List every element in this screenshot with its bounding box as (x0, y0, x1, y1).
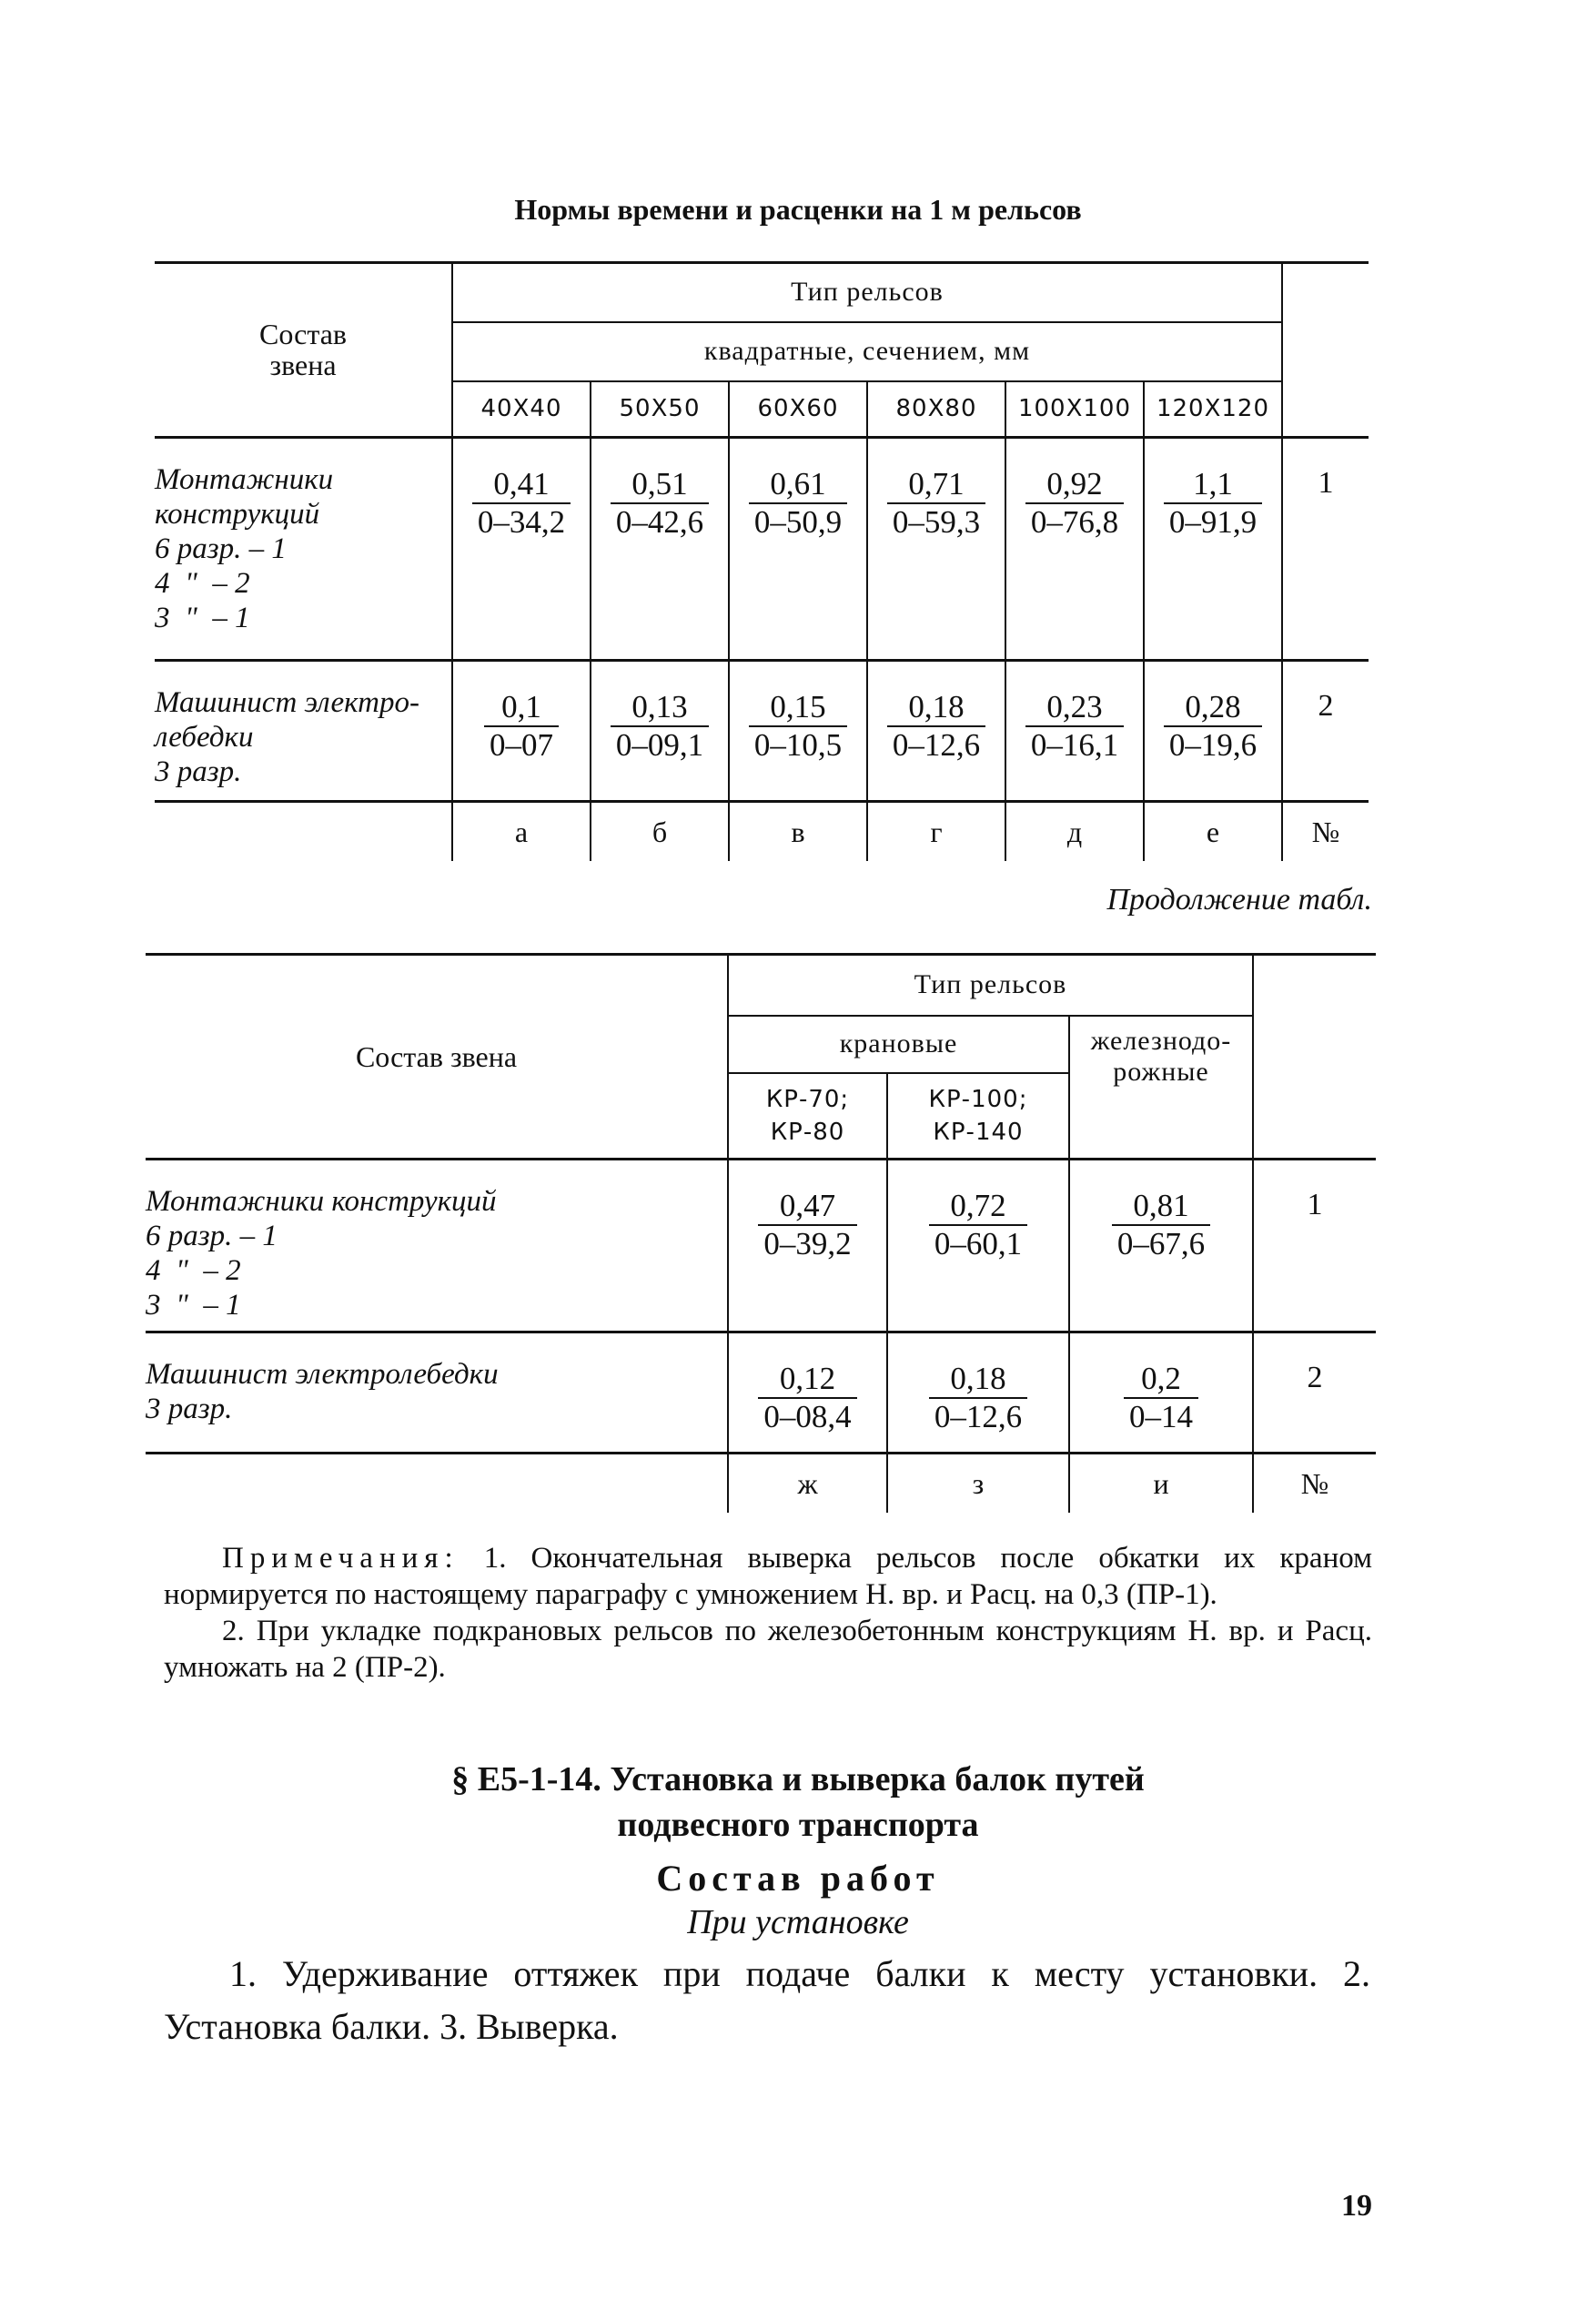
value-cell (728, 1160, 887, 1332)
rate: 0–59,3 (892, 504, 981, 540)
time-norm: 0,15 (749, 689, 847, 727)
rail-type-header: Тип рельсов (452, 263, 1282, 322)
time-norm: 1,1 (1164, 466, 1262, 504)
section-heading-line-1: § Е5-1-14. Установка и выверка балок путей (451, 1760, 1145, 1798)
column-header (887, 1073, 1069, 1160)
works-paragraph: 1. Удерживание оттяжек при подаче балки к месту установки. 2. Установка балки. 3. Выверка. (164, 1953, 1370, 2047)
rate: 0–08,4 (763, 1399, 852, 1434)
number-header (1282, 263, 1369, 438)
value-cell (728, 1332, 887, 1454)
composition-header-text: Состав звена (258, 317, 348, 381)
column-header: 40X40 (452, 381, 591, 438)
value-cell (452, 661, 591, 802)
time-norm: 0,71 (887, 466, 985, 504)
rate: 0–50,9 (753, 504, 843, 540)
works-title: Состав работ (656, 1858, 940, 1899)
time-norm: 0,23 (1025, 689, 1124, 727)
rate: 0–19,6 (1168, 727, 1258, 763)
notes-block (164, 1540, 1372, 1686)
column-header (728, 1073, 887, 1160)
works-subtitle: При установке (687, 1903, 909, 1941)
column-letter: и (1069, 1454, 1253, 1514)
note-2: 2. При укладке подкрановых рельсов по железобетонным конструкциям Н. вр. и Расц. умножать на 2 (ПР-2). (164, 1615, 1372, 1684)
letters-spacer (155, 802, 452, 862)
number-label: № (1282, 802, 1369, 862)
column-letter: ж (728, 1454, 887, 1514)
notes-label: Примечания: (222, 1542, 460, 1575)
column-header-line: КР-80 (770, 1118, 845, 1146)
row-name-line: 4 " – 2 (155, 567, 250, 600)
table-caption: Нормы времени и расценки на 1 м рельсов (514, 193, 1082, 226)
rate: 0–10,5 (753, 727, 843, 763)
rate: 0–12,6 (892, 727, 981, 763)
row-name-line: Машинист электролебедки (146, 1358, 499, 1391)
letters-spacer (146, 1454, 728, 1514)
time-norm: 0,41 (472, 466, 571, 504)
time-norm: 0,61 (749, 466, 847, 504)
column-header: 50X50 (591, 381, 729, 438)
time-norm: 0,28 (1164, 689, 1262, 727)
column-letter: а (452, 802, 591, 862)
row-name (155, 438, 452, 661)
value-cell (591, 661, 729, 802)
row-number: 2 (1282, 661, 1369, 802)
column-letter: г (867, 802, 1005, 862)
value-cell (1144, 438, 1282, 661)
row-number: 2 (1253, 1332, 1376, 1454)
column-header-line: КР-140 (933, 1118, 1024, 1146)
time-norm: 0,12 (758, 1361, 856, 1399)
time-norm: 0,18 (887, 689, 985, 727)
column-letter: в (729, 802, 867, 862)
value-cell (729, 438, 867, 661)
rate: 0–42,6 (615, 504, 704, 540)
subtype-header: квадратные, сечением, мм (452, 322, 1282, 381)
rate: 0–14 (1129, 1399, 1193, 1434)
rate: 0–07 (490, 727, 553, 763)
value-cell (887, 1332, 1069, 1454)
time-norm: 0,47 (758, 1188, 856, 1226)
rate: 0–34,2 (477, 504, 566, 540)
section-heading-line-2: подвесного транспорта (617, 1806, 979, 1844)
norms-table-1 (155, 261, 1369, 861)
column-letter: б (591, 802, 729, 862)
number-label: № (1253, 1454, 1376, 1514)
column-letter: д (1005, 802, 1144, 862)
row-name-line: конструкций (155, 498, 320, 531)
column-letter: з (887, 1454, 1069, 1514)
value-cell (1005, 661, 1144, 802)
norms-table-2 (146, 953, 1376, 1513)
column-letter: е (1144, 802, 1282, 862)
rail-type-header: Тип рельсов (728, 955, 1253, 1016)
rate: 0–76,8 (1030, 504, 1119, 540)
composition-header: Состав звена (146, 955, 728, 1160)
column-header: 100X100 (1005, 381, 1144, 438)
row-name-line: 6 разр. – 1 (146, 1220, 278, 1252)
rate: 0–91,9 (1168, 504, 1258, 540)
value-cell (591, 438, 729, 661)
row-name-line: Машинист электро- (155, 686, 419, 719)
continuation-label: Продолжение табл. (1106, 883, 1372, 917)
row-name-line: 3 разр. (155, 755, 242, 788)
row-name-line: 3 " – 1 (146, 1289, 241, 1322)
row-number: 1 (1282, 438, 1369, 661)
rate: 0–39,2 (763, 1226, 852, 1261)
column-header: 120X120 (1144, 381, 1282, 438)
row-name (146, 1332, 728, 1454)
value-cell (1069, 1332, 1253, 1454)
row-name-line: 6 разр. – 1 (155, 532, 287, 565)
value-cell (452, 438, 591, 661)
column-header-line: КР-70; (765, 1085, 850, 1113)
time-norm: 0,51 (611, 466, 709, 504)
time-norm: 0,1 (484, 689, 559, 727)
value-cell (867, 438, 1005, 661)
time-norm: 0,81 (1112, 1188, 1210, 1226)
rate: 0–16,1 (1030, 727, 1119, 763)
row-name-line: лебедки (155, 721, 254, 754)
column-header: 80X80 (867, 381, 1005, 438)
row-name-line: Монтажники (155, 463, 334, 496)
column-header-line: КР-100; (928, 1085, 1028, 1113)
time-norm: 0,2 (1124, 1361, 1198, 1399)
row-name-line: Монтажники конструкций (146, 1185, 497, 1218)
row-name (146, 1160, 728, 1332)
column-header: 60X60 (729, 381, 867, 438)
time-norm: 0,92 (1025, 466, 1124, 504)
row-name-line: 3 " – 1 (155, 602, 250, 634)
composition-header (155, 263, 452, 438)
note-1 (164, 1540, 1372, 1613)
value-cell (867, 661, 1005, 802)
section-heading (0, 1757, 1596, 1848)
value-cell (887, 1160, 1069, 1332)
value-cell (1005, 438, 1144, 661)
row-number: 1 (1253, 1160, 1376, 1332)
value-cell (1144, 661, 1282, 802)
rate: 0–60,1 (934, 1226, 1023, 1261)
value-cell (1069, 1160, 1253, 1332)
railway-header-text: железнодо-рожные (1090, 1025, 1232, 1087)
time-norm: 0,18 (929, 1361, 1027, 1399)
row-name-line: 3 разр. (146, 1393, 233, 1425)
page-number: 19 (1341, 2189, 1372, 2223)
row-name (155, 661, 452, 802)
crane-header: крановые (728, 1016, 1069, 1073)
time-norm: 0,13 (611, 689, 709, 727)
value-cell (729, 661, 867, 802)
note-1-text: 1. Окончательная выверка рельсов после обкатки их краном нормируется по настоящему параграфу с умножением Н. вр. и Расц. на 0,3 (ПР-1). (164, 1542, 1372, 1611)
rate: 0–67,6 (1116, 1226, 1206, 1261)
rate: 0–09,1 (615, 727, 704, 763)
number-header (1253, 955, 1376, 1160)
row-name-line: 4 " – 2 (146, 1254, 241, 1287)
rate: 0–12,6 (934, 1399, 1023, 1434)
railway-header (1069, 1016, 1253, 1160)
time-norm: 0,72 (929, 1188, 1027, 1226)
